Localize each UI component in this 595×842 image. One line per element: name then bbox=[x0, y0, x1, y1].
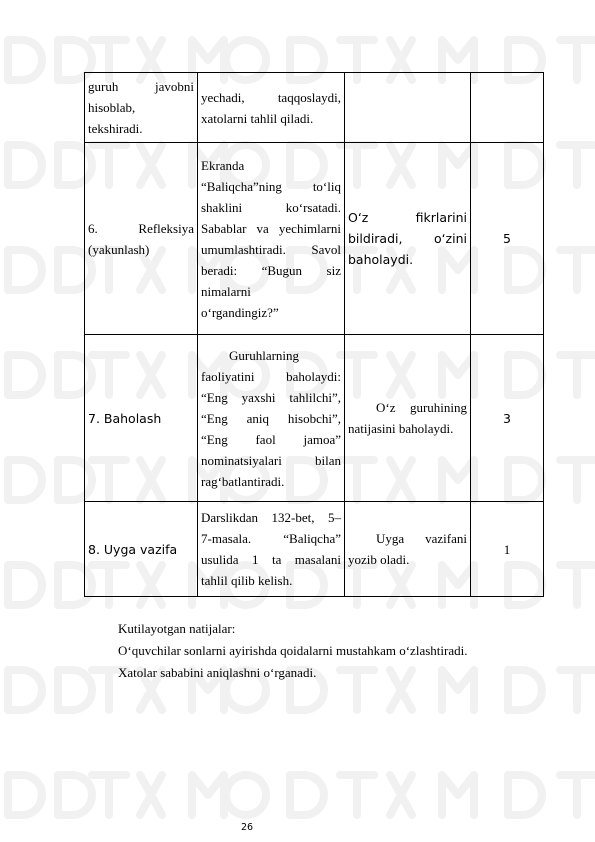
expected-result-item: O‘quvchilar sonlarni ayirishda qoidalarni mustahkam o‘zlashtiradi. bbox=[118, 643, 468, 658]
student-activity-cell: O‘z fikrlarini bildiradi, o‘zini baholaydi. bbox=[345, 143, 471, 335]
time-cell: 1 bbox=[471, 502, 544, 597]
table-row bbox=[85, 502, 544, 597]
expected-results bbox=[118, 618, 467, 684]
student-activity-cell bbox=[345, 73, 471, 143]
time-cell: 5 bbox=[471, 143, 544, 335]
teacher-activity-cell: Guruhlarning faoliyatini baholaydi: “Eng yaxshi tahlilchi”, “Eng aniq hisobchi”, “Eng faol jamoa” nominatsiyalari bilan rag‘batlantiradi. bbox=[198, 335, 345, 502]
teacher-activity-cell: yechadi, taqqoslaydi, xatolarni tahlil qiladi. bbox=[198, 73, 345, 143]
page-number: 26 bbox=[240, 822, 254, 833]
stage-cell: 7. Baholash bbox=[85, 335, 198, 502]
lesson-plan-table bbox=[84, 72, 544, 597]
expected-result-item: Xatolar sababini aniqlashni o‘rganadi. bbox=[118, 665, 317, 680]
student-activity-cell: Uyga vazifani yozib oladi. bbox=[345, 502, 471, 597]
table-row bbox=[85, 335, 544, 502]
stage-cell: 6. Refleksiya (yakunlash) bbox=[85, 143, 198, 335]
stage-cell: guruh javobni hisoblab, tekshiradi. bbox=[85, 73, 198, 143]
stage-cell: 8. Uyga vazifa bbox=[85, 502, 198, 597]
time-cell: 3 bbox=[471, 335, 544, 502]
student-activity-cell: O‘z guruhining natijasini baholaydi. bbox=[345, 335, 471, 502]
table-row bbox=[85, 143, 544, 335]
expected-results-heading: Kutilayotgan natijalar: bbox=[118, 621, 236, 636]
time-cell bbox=[471, 73, 544, 143]
teacher-activity-cell: Darslikdan 132-bet, 5– 7-masala. “Baliqcha” usulida 1 ta masalani tahlil qilib kelish. bbox=[198, 502, 345, 597]
teacher-activity-cell: Ekranda “Baliqcha”ning to‘liq shaklini ko‘rsatadi. Sabablar va yechimlarni umumlashtiradi. Savol beradi: “Bugun siz nimalarni o‘rgandingiz?” bbox=[198, 143, 345, 335]
table-row bbox=[85, 73, 544, 143]
